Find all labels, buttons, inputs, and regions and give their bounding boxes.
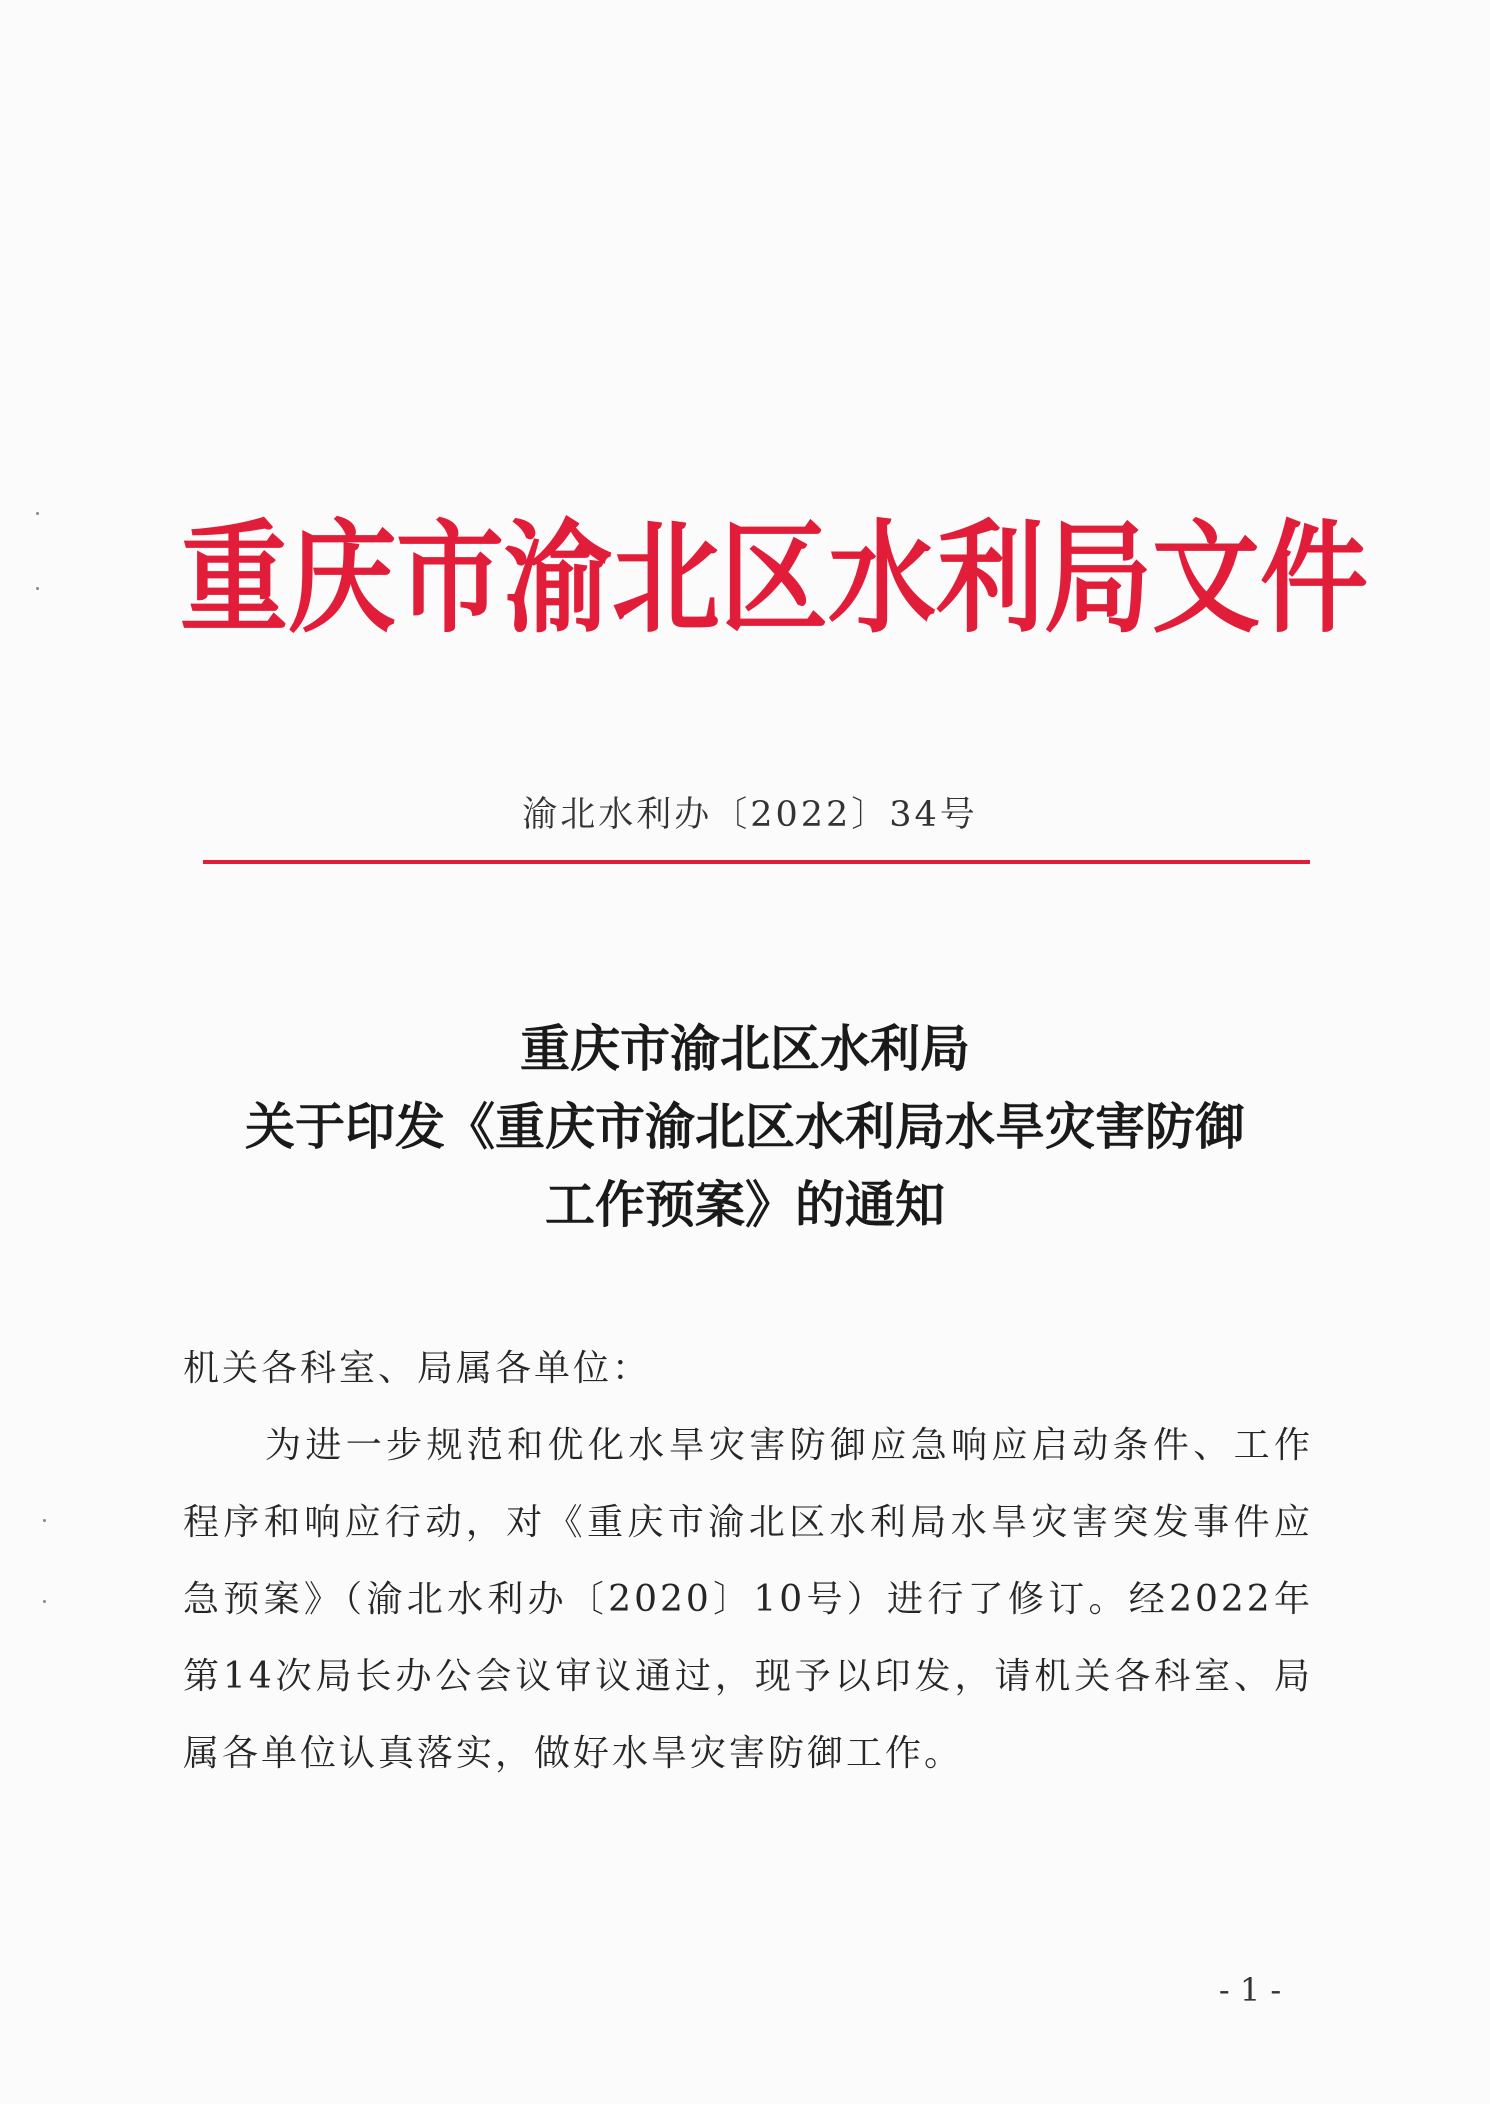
page-number: - 1 - <box>1218 1971 1282 2009</box>
notice-body <box>183 1330 1313 1792</box>
salutation: 机关各科室、局属各单位： <box>183 1348 652 1389</box>
scan-artifact <box>36 587 39 590</box>
red-divider-line <box>203 860 1310 864</box>
document-header-title: 重庆市渝北区水利局文件 <box>180 509 1369 650</box>
scan-artifact <box>43 1519 46 1522</box>
scan-artifact <box>43 1600 46 1603</box>
notice-title-line-2: 关于印发《重庆市渝北区水利局水旱灾害防御 <box>245 1097 1245 1156</box>
notice-title-line-3: 工作预案》的通知 <box>545 1175 945 1234</box>
body-paragraph: 为进一步规范和优化水旱灾害防御应急响应启动条件、工作程序和响应行动，对《重庆市渝北区水利局水旱灾害突发事件应急预案》（渝北水利办〔2020〕10号）进行了修订。经2022年第14次局长办公会议审议通过，现予以印发，请机关各科室、局属各单位认真落实，做好水旱灾害防御工作。 <box>183 1425 1313 1774</box>
document-number: 渝北水利办〔2022〕34号 <box>522 795 978 835</box>
notice-title-line-1: 重庆市渝北区水利局 <box>520 1019 970 1078</box>
notice-title <box>160 1010 1330 1244</box>
scan-artifact <box>36 512 39 515</box>
